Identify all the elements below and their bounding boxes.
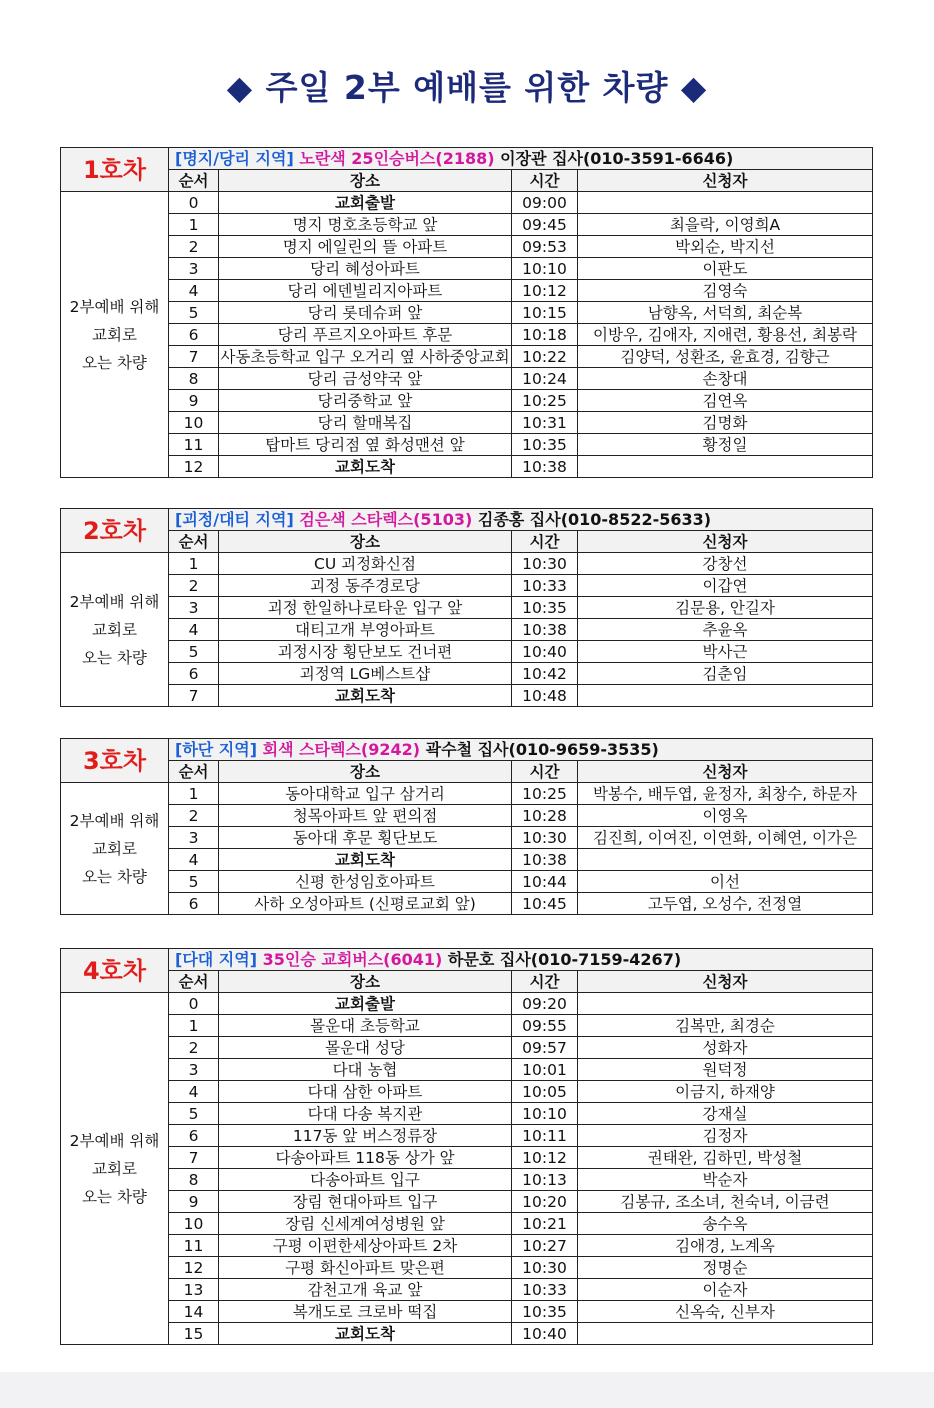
cell-order: 3 bbox=[169, 827, 219, 849]
bus-info bbox=[169, 509, 873, 531]
header-order: 순서 bbox=[169, 971, 219, 993]
cell-time: 09:57 bbox=[512, 1037, 578, 1059]
cell-time: 09:53 bbox=[512, 236, 578, 258]
cell-applicant: 김양덕, 성환조, 윤효경, 김향근 bbox=[578, 346, 873, 368]
cell-order: 4 bbox=[169, 1081, 219, 1103]
cell-place: 교회도착 bbox=[219, 685, 512, 707]
side-label bbox=[61, 553, 169, 707]
cell-time: 10:31 bbox=[512, 412, 578, 434]
cell-time: 09:45 bbox=[512, 214, 578, 236]
table-row bbox=[61, 553, 873, 575]
bus-driver: 곽수철 집사(010-9659-3535) bbox=[425, 739, 659, 759]
cell-applicant: 이금지, 하재양 bbox=[578, 1081, 873, 1103]
cell-time: 10:33 bbox=[512, 1279, 578, 1301]
cell-order: 5 bbox=[169, 1103, 219, 1125]
cell-order: 1 bbox=[169, 214, 219, 236]
bus-number: 4호차 bbox=[61, 949, 169, 993]
header-place: 장소 bbox=[219, 761, 512, 783]
cell-order: 4 bbox=[169, 619, 219, 641]
table-row bbox=[61, 1213, 873, 1235]
bus-region: [괴정/대티 지역] bbox=[175, 509, 294, 529]
side-label-line: 2부예배 위해 bbox=[69, 297, 160, 316]
cell-order: 13 bbox=[169, 1279, 219, 1301]
table-row bbox=[61, 258, 873, 280]
side-label-line: 교회로 bbox=[92, 325, 137, 344]
table-row bbox=[61, 434, 873, 456]
cell-place: 명지 명호초등학교 앞 bbox=[219, 214, 512, 236]
header-order: 순서 bbox=[169, 531, 219, 553]
cell-applicant: 추윤옥 bbox=[578, 619, 873, 641]
cell-applicant: 박사근 bbox=[578, 641, 873, 663]
cell-applicant bbox=[578, 993, 873, 1015]
cell-applicant: 성화자 bbox=[578, 1037, 873, 1059]
side-label-line: 2부예배 위해 bbox=[69, 1131, 160, 1150]
side-label-line: 2부예배 위해 bbox=[69, 811, 160, 830]
table-row bbox=[61, 192, 873, 214]
cell-applicant: 김진희, 이여진, 이연화, 이혜연, 이가은 bbox=[578, 827, 873, 849]
header-time: 시간 bbox=[512, 971, 578, 993]
table-row bbox=[61, 1235, 873, 1257]
cell-order: 6 bbox=[169, 324, 219, 346]
bus-table-4 bbox=[60, 948, 873, 1345]
cell-place: 당리 에덴빌리지아파트 bbox=[219, 280, 512, 302]
bus-vehicle: 노란색 25인승버스(2188) bbox=[299, 148, 495, 168]
cell-applicant: 강창선 bbox=[578, 553, 873, 575]
cell-applicant: 김영숙 bbox=[578, 280, 873, 302]
cell-applicant: 남향옥, 서덕희, 최순복 bbox=[578, 302, 873, 324]
cell-place: 탑마트 당리점 옆 화성맨션 앞 bbox=[219, 434, 512, 456]
cell-time: 09:55 bbox=[512, 1015, 578, 1037]
cell-place: 괴정 한일하나로타운 입구 앞 bbox=[219, 597, 512, 619]
cell-order: 5 bbox=[169, 641, 219, 663]
cell-time: 10:24 bbox=[512, 368, 578, 390]
cell-time: 10:40 bbox=[512, 641, 578, 663]
cell-order: 12 bbox=[169, 456, 219, 478]
cell-place: 동아대 후문 횡단보도 bbox=[219, 827, 512, 849]
page-title: ◆ 주일 2부 예배를 위한 차량 ◆ bbox=[226, 68, 708, 107]
cell-order: 8 bbox=[169, 1169, 219, 1191]
cell-place: 당리 롯데슈퍼 앞 bbox=[219, 302, 512, 324]
bus-number: 1호차 bbox=[61, 148, 169, 192]
cell-order: 4 bbox=[169, 280, 219, 302]
table-row bbox=[61, 1081, 873, 1103]
cell-time: 10:33 bbox=[512, 575, 578, 597]
cell-applicant: 김봉규, 조소녀, 천숙녀, 이금련 bbox=[578, 1191, 873, 1213]
cell-applicant: 권태완, 김하민, 박성철 bbox=[578, 1147, 873, 1169]
cell-time: 10:25 bbox=[512, 390, 578, 412]
cell-applicant: 이갑연 bbox=[578, 575, 873, 597]
cell-order: 1 bbox=[169, 1015, 219, 1037]
side-label-line: 교회로 bbox=[92, 620, 137, 639]
cell-place: 명지 에일린의 뜰 아파트 bbox=[219, 236, 512, 258]
table-row bbox=[61, 827, 873, 849]
header-order: 순서 bbox=[169, 761, 219, 783]
bus-info bbox=[169, 739, 873, 761]
cell-applicant: 강재실 bbox=[578, 1103, 873, 1125]
header-order: 순서 bbox=[169, 170, 219, 192]
cell-applicant: 손창대 bbox=[578, 368, 873, 390]
cell-time: 10:12 bbox=[512, 280, 578, 302]
side-label bbox=[61, 192, 169, 478]
cell-order: 5 bbox=[169, 302, 219, 324]
side-label-line: 2부예배 위해 bbox=[69, 592, 160, 611]
cell-order: 9 bbox=[169, 1191, 219, 1213]
table-row bbox=[61, 619, 873, 641]
bus-info bbox=[169, 949, 873, 971]
cell-place: 장림 신세계여성병원 앞 bbox=[219, 1213, 512, 1235]
header-applicant: 신청자 bbox=[578, 971, 873, 993]
bus-vehicle: 검은색 스타렉스(5103) bbox=[299, 509, 473, 529]
bus-driver: 이장관 집사(010-3591-6646) bbox=[500, 148, 734, 168]
table-row bbox=[61, 1059, 873, 1081]
column-header-row bbox=[61, 761, 873, 783]
cell-time: 10:01 bbox=[512, 1059, 578, 1081]
cell-time: 10:11 bbox=[512, 1125, 578, 1147]
header-place: 장소 bbox=[219, 170, 512, 192]
cell-time: 10:40 bbox=[512, 1323, 578, 1345]
cell-applicant: 정명순 bbox=[578, 1257, 873, 1279]
cell-applicant: 고두엽, 오성수, 전정열 bbox=[578, 893, 873, 915]
table-row bbox=[61, 1301, 873, 1323]
table-row bbox=[61, 871, 873, 893]
cell-applicant: 원덕정 bbox=[578, 1059, 873, 1081]
header-applicant: 신청자 bbox=[578, 170, 873, 192]
cell-order: 1 bbox=[169, 783, 219, 805]
table-row bbox=[61, 236, 873, 258]
cell-place: 다대 농협 bbox=[219, 1059, 512, 1081]
header-applicant: 신청자 bbox=[578, 531, 873, 553]
cell-time: 10:42 bbox=[512, 663, 578, 685]
cell-place: 교회도착 bbox=[219, 456, 512, 478]
cell-order: 3 bbox=[169, 1059, 219, 1081]
cell-time: 10:13 bbox=[512, 1169, 578, 1191]
cell-applicant: 박순자 bbox=[578, 1169, 873, 1191]
bus-table-2 bbox=[60, 508, 873, 707]
column-header-row bbox=[61, 531, 873, 553]
table-row bbox=[61, 390, 873, 412]
cell-time: 10:22 bbox=[512, 346, 578, 368]
bus-info-row bbox=[61, 739, 873, 761]
cell-place: 청목아파트 앞 편의점 bbox=[219, 805, 512, 827]
cell-order: 3 bbox=[169, 258, 219, 280]
cell-order: 6 bbox=[169, 663, 219, 685]
cell-order: 2 bbox=[169, 805, 219, 827]
bus-vehicle: 35인승 교회버스(6041) bbox=[262, 949, 443, 969]
cell-place: 교회출발 bbox=[219, 993, 512, 1015]
cell-order: 0 bbox=[169, 192, 219, 214]
cell-order: 14 bbox=[169, 1301, 219, 1323]
cell-time: 10:38 bbox=[512, 456, 578, 478]
cell-place: 괴정시장 횡단보도 건너편 bbox=[219, 641, 512, 663]
cell-applicant: 최을락, 이영희A bbox=[578, 214, 873, 236]
cell-time: 10:30 bbox=[512, 553, 578, 575]
cell-order: 8 bbox=[169, 368, 219, 390]
table-row bbox=[61, 597, 873, 619]
cell-order: 7 bbox=[169, 1147, 219, 1169]
table-row bbox=[61, 1191, 873, 1213]
cell-place: 교회도착 bbox=[219, 849, 512, 871]
cell-place: 장림 현대아파트 입구 bbox=[219, 1191, 512, 1213]
cell-order: 12 bbox=[169, 1257, 219, 1279]
side-label-line: 오는 차량 bbox=[82, 1187, 147, 1206]
cell-place: 몰운대 성당 bbox=[219, 1037, 512, 1059]
table-row bbox=[61, 1323, 873, 1345]
side-label bbox=[61, 993, 169, 1345]
table-row bbox=[61, 849, 873, 871]
header-time: 시간 bbox=[512, 761, 578, 783]
side-label-line: 교회로 bbox=[92, 1159, 137, 1178]
bus-info-row bbox=[61, 148, 873, 170]
cell-order: 9 bbox=[169, 390, 219, 412]
cell-time: 10:30 bbox=[512, 1257, 578, 1279]
cell-place: 괴정역 LG베스트샵 bbox=[219, 663, 512, 685]
table-row bbox=[61, 1279, 873, 1301]
cell-place: 동아대학교 입구 삼거리 bbox=[219, 783, 512, 805]
cell-order: 11 bbox=[169, 434, 219, 456]
table-row bbox=[61, 280, 873, 302]
column-header-row bbox=[61, 170, 873, 192]
cell-order: 15 bbox=[169, 1323, 219, 1345]
cell-order: 2 bbox=[169, 236, 219, 258]
cell-order: 7 bbox=[169, 346, 219, 368]
cell-applicant: 신옥숙, 신부자 bbox=[578, 1301, 873, 1323]
bus-info-row bbox=[61, 509, 873, 531]
cell-time: 10:28 bbox=[512, 805, 578, 827]
cell-order: 4 bbox=[169, 849, 219, 871]
table-row bbox=[61, 1169, 873, 1191]
cell-applicant: 이판도 bbox=[578, 258, 873, 280]
cell-place: 사동초등학교 입구 오거리 옆 사하중앙교회 bbox=[220, 347, 510, 366]
cell-order: 5 bbox=[169, 871, 219, 893]
cell-place: 몰운대 초등학교 bbox=[219, 1015, 512, 1037]
cell-applicant: 이영옥 bbox=[578, 805, 873, 827]
table-row bbox=[61, 641, 873, 663]
cell-order: 7 bbox=[169, 685, 219, 707]
side-label bbox=[61, 783, 169, 915]
table-row bbox=[61, 1015, 873, 1037]
bus-table-3 bbox=[60, 738, 873, 915]
cell-applicant: 이방우, 김애자, 지애련, 황용선, 최봉락 bbox=[578, 324, 873, 346]
table-row bbox=[61, 368, 873, 390]
cell-place: 구평 이편한세상아파트 2차 bbox=[219, 1235, 512, 1257]
cell-time: 10:27 bbox=[512, 1235, 578, 1257]
cell-applicant: 박외순, 박지선 bbox=[578, 236, 873, 258]
cell-applicant bbox=[578, 192, 873, 214]
bus-driver: 하문호 집사(010-7159-4267) bbox=[447, 949, 682, 969]
cell-time: 10:44 bbox=[512, 871, 578, 893]
table-row bbox=[61, 993, 873, 1015]
cell-order: 2 bbox=[169, 575, 219, 597]
cell-time: 09:20 bbox=[512, 993, 578, 1015]
bus-driver: 김종홍 집사(010-8522-5633) bbox=[477, 509, 712, 529]
cell-place: 괴정 동주경로당 bbox=[219, 575, 512, 597]
cell-applicant: 송수옥 bbox=[578, 1213, 873, 1235]
cell-place: 당리 혜성아파트 bbox=[219, 258, 512, 280]
cell-place: 신평 한성임호아파트 bbox=[219, 871, 512, 893]
cell-time: 10:35 bbox=[512, 597, 578, 619]
table-row bbox=[61, 1257, 873, 1279]
cell-applicant bbox=[578, 685, 873, 707]
cell-applicant: 김춘임 bbox=[578, 663, 873, 685]
table-row bbox=[61, 1037, 873, 1059]
side-label-line: 오는 차량 bbox=[82, 648, 147, 667]
cell-place: 다대 삼한 아파트 bbox=[219, 1081, 512, 1103]
table-row bbox=[61, 663, 873, 685]
cell-order: 10 bbox=[169, 412, 219, 434]
side-label-line: 오는 차량 bbox=[82, 867, 147, 886]
cell-place: 교회출발 bbox=[219, 192, 512, 214]
cell-place: 117동 앞 버스정류장 bbox=[219, 1125, 512, 1147]
cell-applicant: 이선 bbox=[578, 871, 873, 893]
cell-place: 다송아파트 118동 상가 앞 bbox=[219, 1147, 512, 1169]
page-bottom-edge bbox=[0, 1372, 934, 1408]
side-label-line: 오는 차량 bbox=[82, 353, 147, 372]
cell-place: 당리 푸르지오아파트 후문 bbox=[219, 324, 512, 346]
cell-time: 10:12 bbox=[512, 1147, 578, 1169]
cell-time: 10:30 bbox=[512, 827, 578, 849]
header-place: 장소 bbox=[219, 971, 512, 993]
cell-order: 6 bbox=[169, 1125, 219, 1147]
table-row bbox=[61, 412, 873, 434]
table-row bbox=[61, 214, 873, 236]
cell-time: 10:15 bbox=[512, 302, 578, 324]
cell-applicant: 김복만, 최경순 bbox=[578, 1015, 873, 1037]
table-row bbox=[61, 685, 873, 707]
table-row bbox=[61, 893, 873, 915]
cell-applicant: 김정자 bbox=[578, 1125, 873, 1147]
cell-time: 10:20 bbox=[512, 1191, 578, 1213]
table-row bbox=[61, 1103, 873, 1125]
bus-info bbox=[169, 148, 873, 170]
cell-place: 교회도착 bbox=[219, 1323, 512, 1345]
bus-number: 2호차 bbox=[61, 509, 169, 553]
cell-time: 10:21 bbox=[512, 1213, 578, 1235]
cell-time: 10:05 bbox=[512, 1081, 578, 1103]
table-row bbox=[61, 346, 873, 368]
cell-order: 6 bbox=[169, 893, 219, 915]
cell-applicant: 김문용, 안길자 bbox=[578, 597, 873, 619]
cell-applicant: 김연옥 bbox=[578, 390, 873, 412]
table-row bbox=[61, 1147, 873, 1169]
cell-applicant: 이순자 bbox=[578, 1279, 873, 1301]
table-row bbox=[61, 805, 873, 827]
column-header-row bbox=[61, 971, 873, 993]
cell-applicant bbox=[578, 1323, 873, 1345]
header-applicant: 신청자 bbox=[578, 761, 873, 783]
cell-place: 다송아파트 입구 bbox=[219, 1169, 512, 1191]
table-row bbox=[61, 1125, 873, 1147]
cell-place: 감천고개 육교 앞 bbox=[219, 1279, 512, 1301]
cell-order: 2 bbox=[169, 1037, 219, 1059]
cell-time: 09:00 bbox=[512, 192, 578, 214]
cell-time: 10:38 bbox=[512, 849, 578, 871]
cell-place: 구평 화신아파트 맞은편 bbox=[219, 1257, 512, 1279]
bus-table-1 bbox=[60, 147, 873, 478]
cell-place: 당리 금성약국 앞 bbox=[219, 368, 512, 390]
header-time: 시간 bbox=[512, 170, 578, 192]
cell-place: 당리중학교 앞 bbox=[219, 390, 512, 412]
bus-region: [하단 지역] bbox=[175, 739, 258, 759]
cell-time: 10:35 bbox=[512, 434, 578, 456]
cell-time: 10:35 bbox=[512, 1301, 578, 1323]
cell-place: 당리 할매복집 bbox=[219, 412, 512, 434]
header-time: 시간 bbox=[512, 531, 578, 553]
cell-applicant: 김애경, 노계옥 bbox=[578, 1235, 873, 1257]
bus-number: 3호차 bbox=[61, 739, 169, 783]
table-row bbox=[61, 575, 873, 597]
bus-vehicle: 회색 스타렉스(9242) bbox=[262, 739, 421, 759]
cell-time: 10:48 bbox=[512, 685, 578, 707]
cell-time: 10:25 bbox=[512, 783, 578, 805]
cell-applicant: 김명화 bbox=[578, 412, 873, 434]
cell-applicant: 박봉수, 배두엽, 윤정자, 최창수, 하문자 bbox=[578, 783, 873, 805]
bus-region: [명지/당리 지역] bbox=[175, 148, 294, 168]
table-row bbox=[61, 783, 873, 805]
side-label-line: 교회로 bbox=[92, 839, 137, 858]
cell-place: 다대 다송 복지관 bbox=[219, 1103, 512, 1125]
cell-place: 대티고개 부영아파트 bbox=[219, 619, 512, 641]
cell-applicant bbox=[578, 849, 873, 871]
cell-time: 10:10 bbox=[512, 258, 578, 280]
table-row bbox=[61, 302, 873, 324]
cell-order: 3 bbox=[169, 597, 219, 619]
table-row bbox=[61, 324, 873, 346]
cell-applicant: 황정일 bbox=[578, 434, 873, 456]
cell-place: 사하 오성아파트 (신평로교회 앞) bbox=[219, 893, 512, 915]
cell-applicant bbox=[578, 456, 873, 478]
cell-time: 10:10 bbox=[512, 1103, 578, 1125]
cell-place: 복개도로 크로바 떡집 bbox=[219, 1301, 512, 1323]
bus-region: [다대 지역] bbox=[175, 949, 258, 969]
bus-info-row bbox=[61, 949, 873, 971]
cell-order: 10 bbox=[169, 1213, 219, 1235]
cell-order: 11 bbox=[169, 1235, 219, 1257]
cell-time: 10:38 bbox=[512, 619, 578, 641]
cell-time: 10:45 bbox=[512, 893, 578, 915]
cell-order: 1 bbox=[169, 553, 219, 575]
header-place: 장소 bbox=[219, 531, 512, 553]
cell-time: 10:18 bbox=[512, 324, 578, 346]
cell-order: 0 bbox=[169, 993, 219, 1015]
cell-place: CU 괴정화신점 bbox=[219, 553, 512, 575]
table-row bbox=[61, 456, 873, 478]
